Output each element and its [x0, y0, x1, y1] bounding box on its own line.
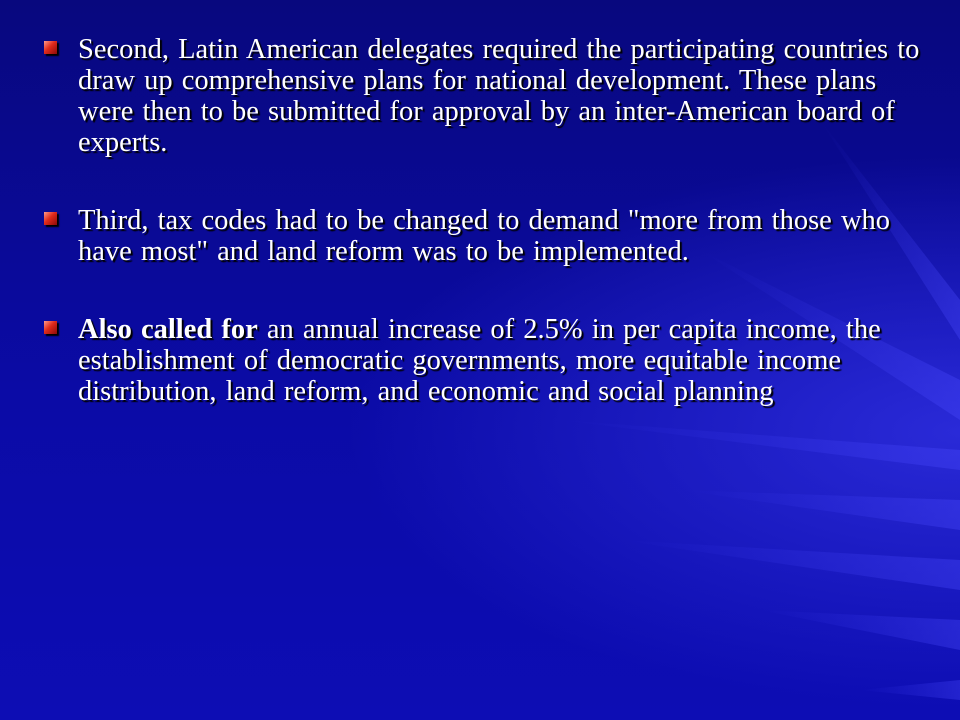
- bullet-text: Third, tax codes had to be changed to demand "more from those who have most" and land reform was to be implemented.: [78, 205, 891, 267]
- bullet-text: Second, Latin American delegates required the participating countries to draw up comprehensive plans for national development. These plans were then to be submitted for approval by an inter-American board of experts.: [78, 34, 920, 158]
- bullet-item: [44, 34, 924, 158]
- square-bullet-icon: [44, 321, 57, 334]
- bullet-text: an annual increase of 2.5% in per capita income, the establishment of democratic governments, more equitable income distribution, land reform, and economic and social planning: [78, 314, 881, 407]
- bullet-item: [44, 205, 924, 267]
- bullet-bold-lead: Also called for: [78, 314, 258, 345]
- square-bullet-icon: [44, 41, 57, 54]
- bullet-list: [44, 34, 924, 454]
- square-bullet-icon: [44, 212, 57, 225]
- bullet-item: [44, 314, 924, 407]
